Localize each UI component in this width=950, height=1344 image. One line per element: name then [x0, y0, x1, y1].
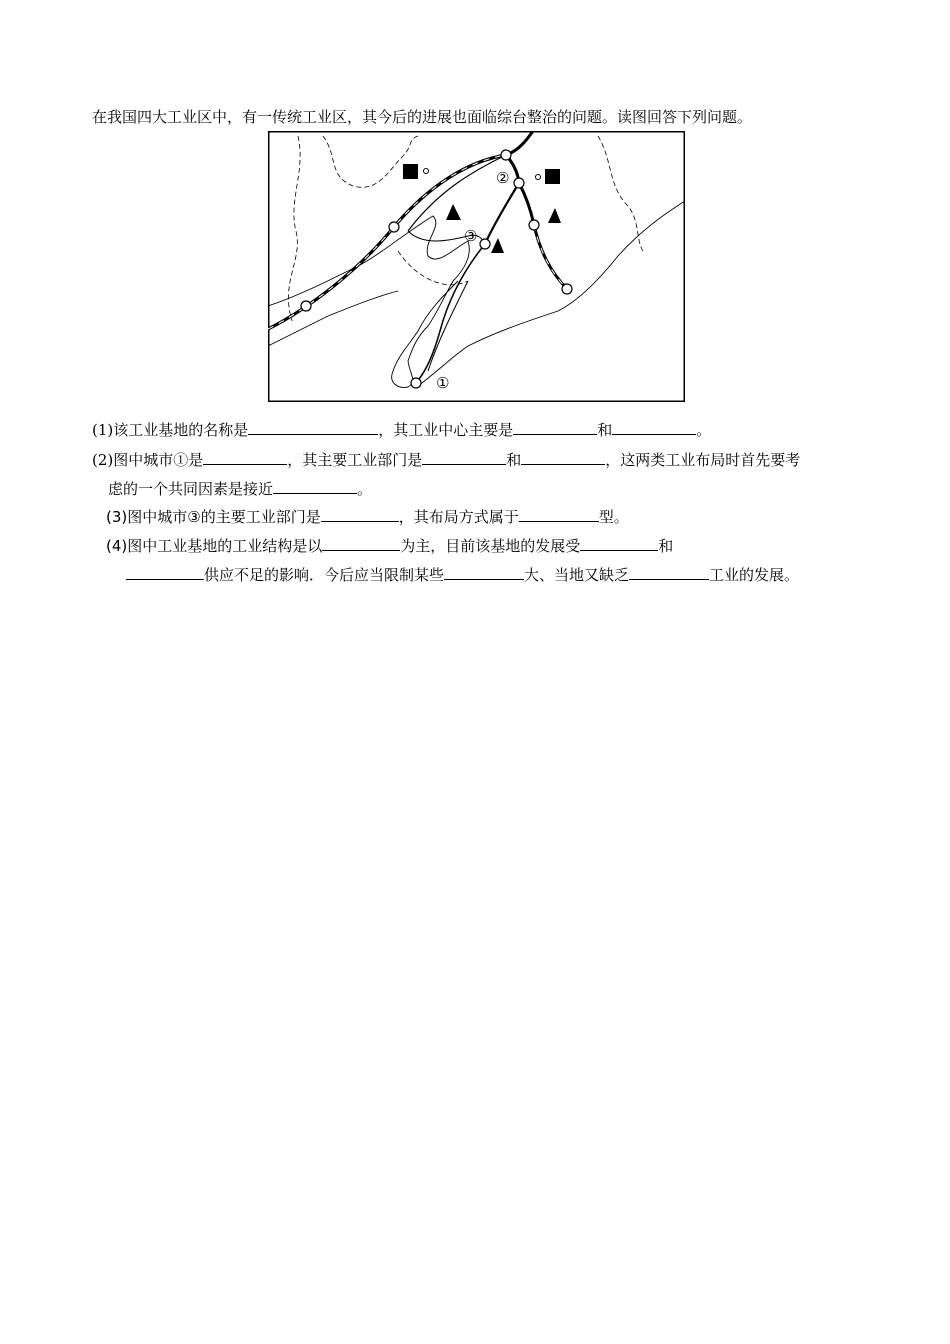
- answer-blank-q4-resource[interactable]: [629, 564, 709, 580]
- answer-blank-q2-city[interactable]: [203, 449, 287, 465]
- answer-blank-q2-factor[interactable]: [273, 478, 357, 494]
- answer-blank-q2-sector-a[interactable]: [422, 449, 506, 465]
- answer-blank-q4-structure[interactable]: [322, 535, 400, 551]
- question-3: (3)图中城市③的主要工业部门是 ，其布局方式属于 型。: [106, 508, 629, 526]
- coal-symbol: [403, 164, 418, 179]
- industrial-base-map: [268, 131, 685, 402]
- answer-blank-q4-consumption[interactable]: [444, 564, 524, 580]
- city-label-1: ①: [436, 374, 450, 392]
- answer-blank-q1-center-a[interactable]: [513, 419, 597, 435]
- intro-text: 在我国四大工业区中，有一传统工业区，其今后的进展也面临综台整治的问题。读图回答下列问题。: [92, 108, 753, 126]
- question-2: (2)图中城市①是 ，其主要工业部门是 和 ，这两类工业布局时首先要考: [92, 451, 801, 469]
- answer-blank-q1-center-b[interactable]: [612, 419, 696, 435]
- question-4-cont: 供应不足的影响．今后应当限制某些 大、当地又缺乏 工业的发展。: [126, 564, 799, 585]
- answer-blank-q2-sector-b[interactable]: [521, 449, 605, 465]
- answer-blank-q4-supply-a[interactable]: [580, 535, 658, 551]
- answer-blank-q1-name[interactable]: [248, 419, 378, 435]
- coal-symbol: [545, 169, 560, 184]
- answer-blank-q4-supply-b[interactable]: [126, 564, 204, 580]
- question-4: (4)图中工业基地的工业结构是以 为主，目前该基地的发展受 和: [106, 537, 674, 555]
- question-1: (1)该工业基地的名称是 ，其工业中心主要是 和 。: [92, 421, 712, 439]
- city-label-2: ②: [496, 169, 510, 187]
- answer-blank-q3-type[interactable]: [519, 506, 599, 522]
- answer-blank-q3-sector[interactable]: [321, 506, 399, 522]
- question-2-cont: 虑的一个共同因素是接近 。: [108, 480, 373, 498]
- city-label-3: ③: [464, 227, 478, 245]
